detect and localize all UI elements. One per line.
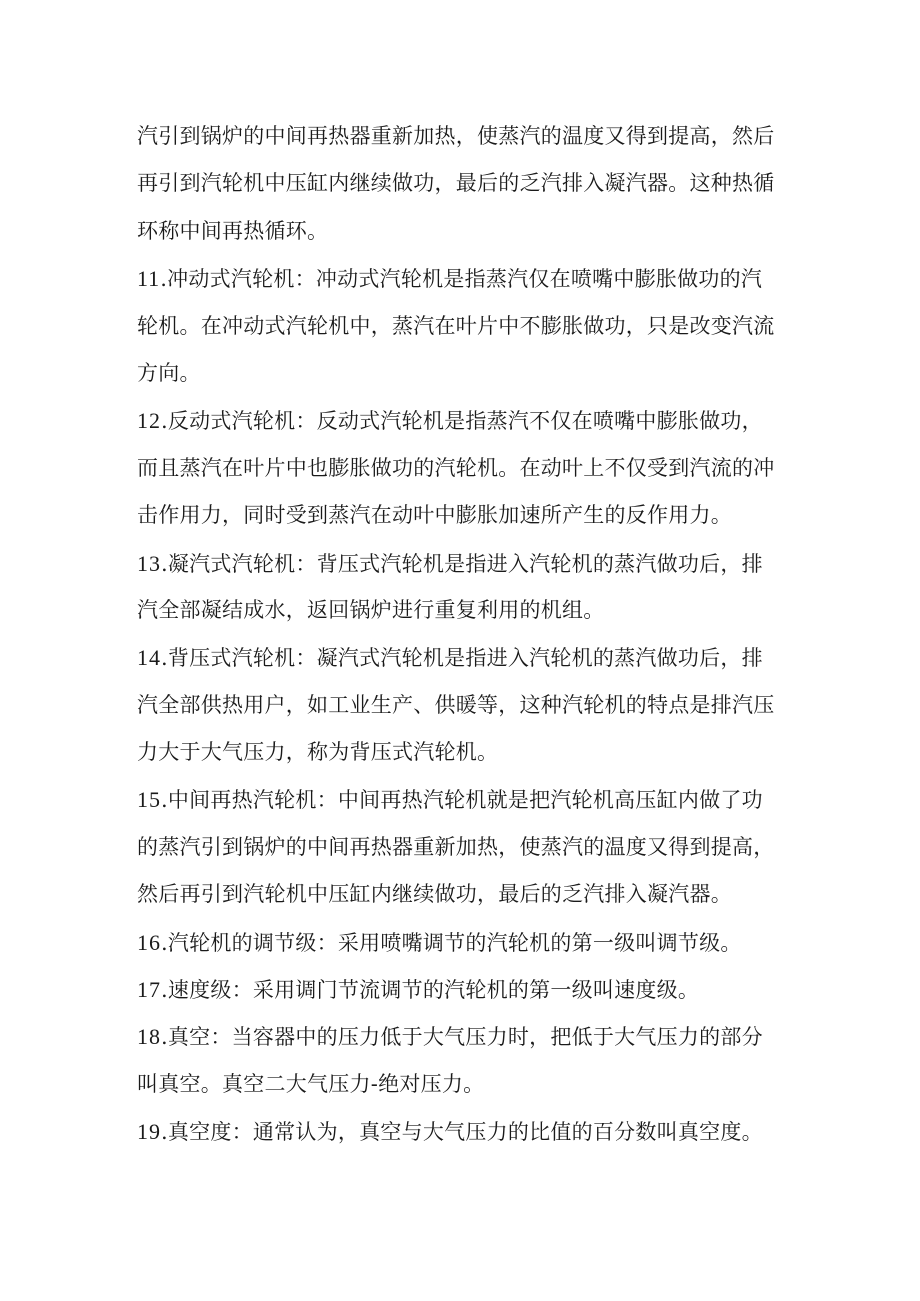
item-number: 19 — [137, 1119, 161, 1145]
item-13-line — [137, 540, 787, 587]
line-text: 叫真空。真空二大气压力-绝对压力。 — [137, 1071, 485, 1096]
item-14-line — [137, 634, 787, 681]
item-number: 13 — [137, 550, 161, 576]
item-11-line — [137, 350, 787, 397]
item-15-line — [137, 776, 787, 823]
item-number: 14 — [137, 645, 161, 671]
item-14-line — [137, 729, 787, 776]
item-12-line — [137, 445, 787, 492]
line-text: .真空：当容器中的压力低于大气压力时，把低于大气压力的部分 — [161, 1025, 763, 1050]
line-text: 方向。 — [137, 360, 201, 385]
item-number: 17 — [137, 977, 161, 1003]
document-body — [137, 113, 787, 1156]
intro-line — [137, 113, 787, 160]
line-text: 汽全部供热用户，如工业生产、供暖等，这种汽轮机的特点是排汽压 — [137, 692, 775, 717]
item-18-line — [137, 1061, 787, 1108]
line-text: .中间再热汽轮机：中间再热汽轮机就是把汽轮机高压缸内做了功 — [161, 788, 763, 813]
item-11-line — [137, 303, 787, 350]
item-14-line — [137, 682, 787, 729]
line-text: 然后再引到汽轮机中压缸内继续做功，最后的乏汽排入凝汽器。 — [137, 882, 732, 907]
line-text: .汽轮机的调节级：采用喷嘴调节的汽轮机的第一级叫调节级。 — [161, 930, 742, 955]
item-15-line — [137, 871, 787, 918]
item-number: 11 — [137, 266, 161, 292]
line-text: .凝汽式汽轮机：背压式汽轮机是指进入汽轮机的蒸汽做功后，排 — [161, 551, 763, 576]
line-text: 击作用力，同时受到蒸汽在动叶中膨胀加速所产生的反作用力。 — [137, 503, 732, 528]
item-11-line — [137, 255, 787, 302]
line-text: 汽引到锅炉的中间再热器重新加热，使蒸汽的温度又得到提高，然后 — [137, 124, 775, 148]
line-text: 的蒸汽引到锅炉的中间再热器重新加热，使蒸汽的温度又得到提高， — [137, 834, 775, 859]
line-text: .冲动式汽轮机：冲动式汽轮机是指蒸汽仅在喷嘴中膨胀做功的汽 — [160, 267, 763, 292]
item-number: 15 — [137, 787, 161, 813]
intro-line — [137, 160, 787, 207]
line-text: 而且蒸汽在叶片中也膨胀做功的汽轮机。在动叶上不仅受到汽流的冲 — [137, 455, 775, 480]
line-text: .背压式汽轮机：凝汽式汽轮机是指进入汽轮机的蒸汽做功后，排 — [161, 646, 763, 671]
line-text: 轮机。在冲动式汽轮机中，蒸汽在叶片中不膨胀做功，只是改变汽流 — [137, 313, 775, 338]
item-number: 18 — [137, 1024, 161, 1050]
line-text: .速度级：采用调门节流调节的汽轮机的第一级叫速度级。 — [161, 978, 700, 1003]
item-19-line — [137, 1108, 787, 1155]
line-text: .真空度：通常认为，真空与大气压力的比值的百分数叫真空度。 — [161, 1120, 763, 1145]
item-18-line — [137, 1013, 787, 1060]
line-text: .反动式汽轮机：反动式汽轮机是指蒸汽不仅在喷嘴中膨胀做功， — [161, 409, 763, 434]
intro-line — [137, 208, 787, 255]
line-text: 再引到汽轮机中压缸内继续做功，最后的乏汽排入凝汽器。这种热循 — [137, 171, 775, 196]
line-text: 汽全部凝结成水，返回锅炉进行重复利用的机组。 — [137, 597, 605, 622]
item-number: 12 — [137, 408, 161, 434]
item-number: 16 — [137, 929, 161, 955]
item-16-line — [137, 919, 787, 966]
line-text: 力大于大气压力，称为背压式汽轮机。 — [137, 740, 499, 765]
item-13-line — [137, 587, 787, 634]
line-text: 环称中间再热循环。 — [137, 218, 329, 243]
item-15-line — [137, 824, 787, 871]
item-12-line — [137, 492, 787, 539]
item-17-line — [137, 966, 787, 1013]
item-12-line — [137, 397, 787, 444]
